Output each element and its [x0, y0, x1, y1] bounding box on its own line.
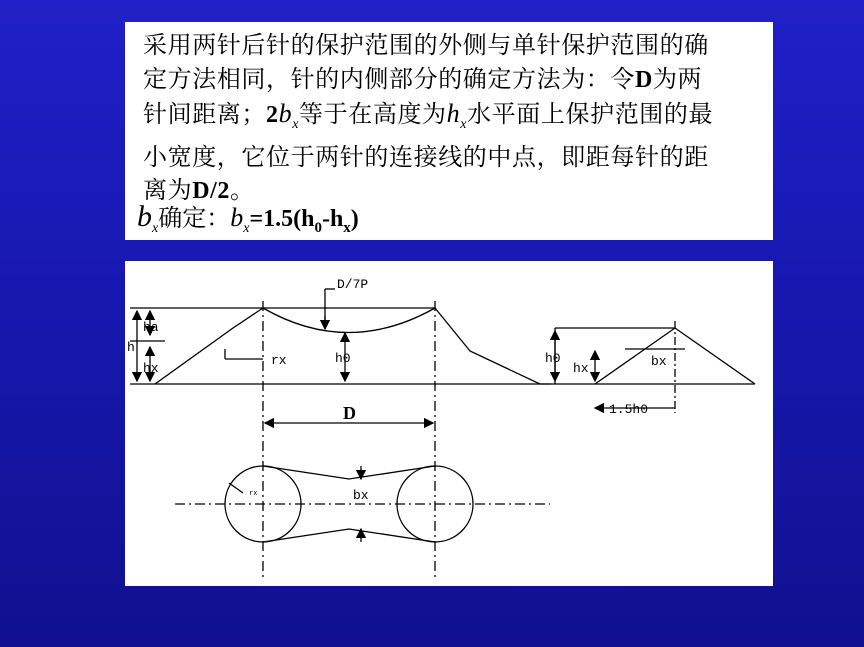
one5h0-label: 1.5h0 — [609, 402, 649, 417]
d7p-label: D/7P — [337, 277, 369, 292]
left-outer-profile — [155, 308, 263, 384]
hx-right-label: hx — [573, 361, 589, 376]
d-label: D — [343, 403, 356, 423]
b-symbol: b — [278, 99, 293, 128]
line-3c: 水平面上保护范围的最 — [467, 102, 714, 128]
h-label: h — [127, 340, 135, 355]
diagram-panel — [125, 261, 773, 586]
formula-label: 确定： — [158, 206, 231, 232]
line-2a: 定方法相同，针的内侧部分的确定方法为：令 — [143, 66, 635, 93]
rx-small-leader — [229, 483, 243, 493]
rx-label: rx — [271, 353, 287, 368]
bx-right-label: bx — [651, 354, 667, 369]
protection-range-diagram — [125, 261, 773, 586]
formula-b: b — [137, 200, 152, 233]
ha-label: ha — [143, 320, 159, 335]
formula-close: ) — [350, 206, 359, 232]
line-5b: 。 — [230, 178, 255, 204]
hx-label: hx — [143, 361, 159, 376]
d-symbol: D — [635, 66, 653, 93]
formula-eq: =1.5(h — [249, 206, 315, 232]
right-outer-profile — [435, 308, 540, 384]
formula-minus: -h — [321, 206, 344, 232]
formula-x: x — [343, 220, 351, 236]
x-subscript-2: x — [460, 117, 468, 132]
line-5a: 离为 — [143, 178, 193, 204]
formula-x-sub: x — [152, 221, 159, 236]
line-4: 小宽度，它位于两针的连接线的中点，即距每针的距 — [143, 144, 709, 171]
x-subscript: x — [292, 117, 300, 132]
bx-bottom-label: bx — [353, 488, 369, 503]
rx-small-label: rx — [249, 490, 258, 498]
line-2b: 为两 — [652, 66, 703, 93]
formula-x-sub2: x — [243, 221, 250, 236]
lower-waist — [263, 529, 435, 542]
h0-label: h0 — [335, 351, 351, 366]
d-half: D/2 — [192, 178, 231, 204]
formula — [137, 198, 359, 237]
formula-b2: b — [230, 203, 244, 232]
h0-right-label: h0 — [545, 351, 561, 366]
formula-zero: 0 — [314, 220, 322, 236]
upper-waist — [263, 466, 435, 479]
h-symbol: h — [446, 99, 461, 128]
inner-arc — [263, 308, 435, 333]
line-3a: 针间距离； — [143, 102, 266, 128]
text-panel — [125, 22, 773, 240]
line-3b: 等于在高度为 — [299, 102, 447, 128]
line-1: 采用两针后针的保护范围的外侧与单针保护范围的确 — [143, 33, 709, 59]
two-symbol: 2 — [266, 102, 279, 128]
description-paragraph — [143, 30, 765, 209]
